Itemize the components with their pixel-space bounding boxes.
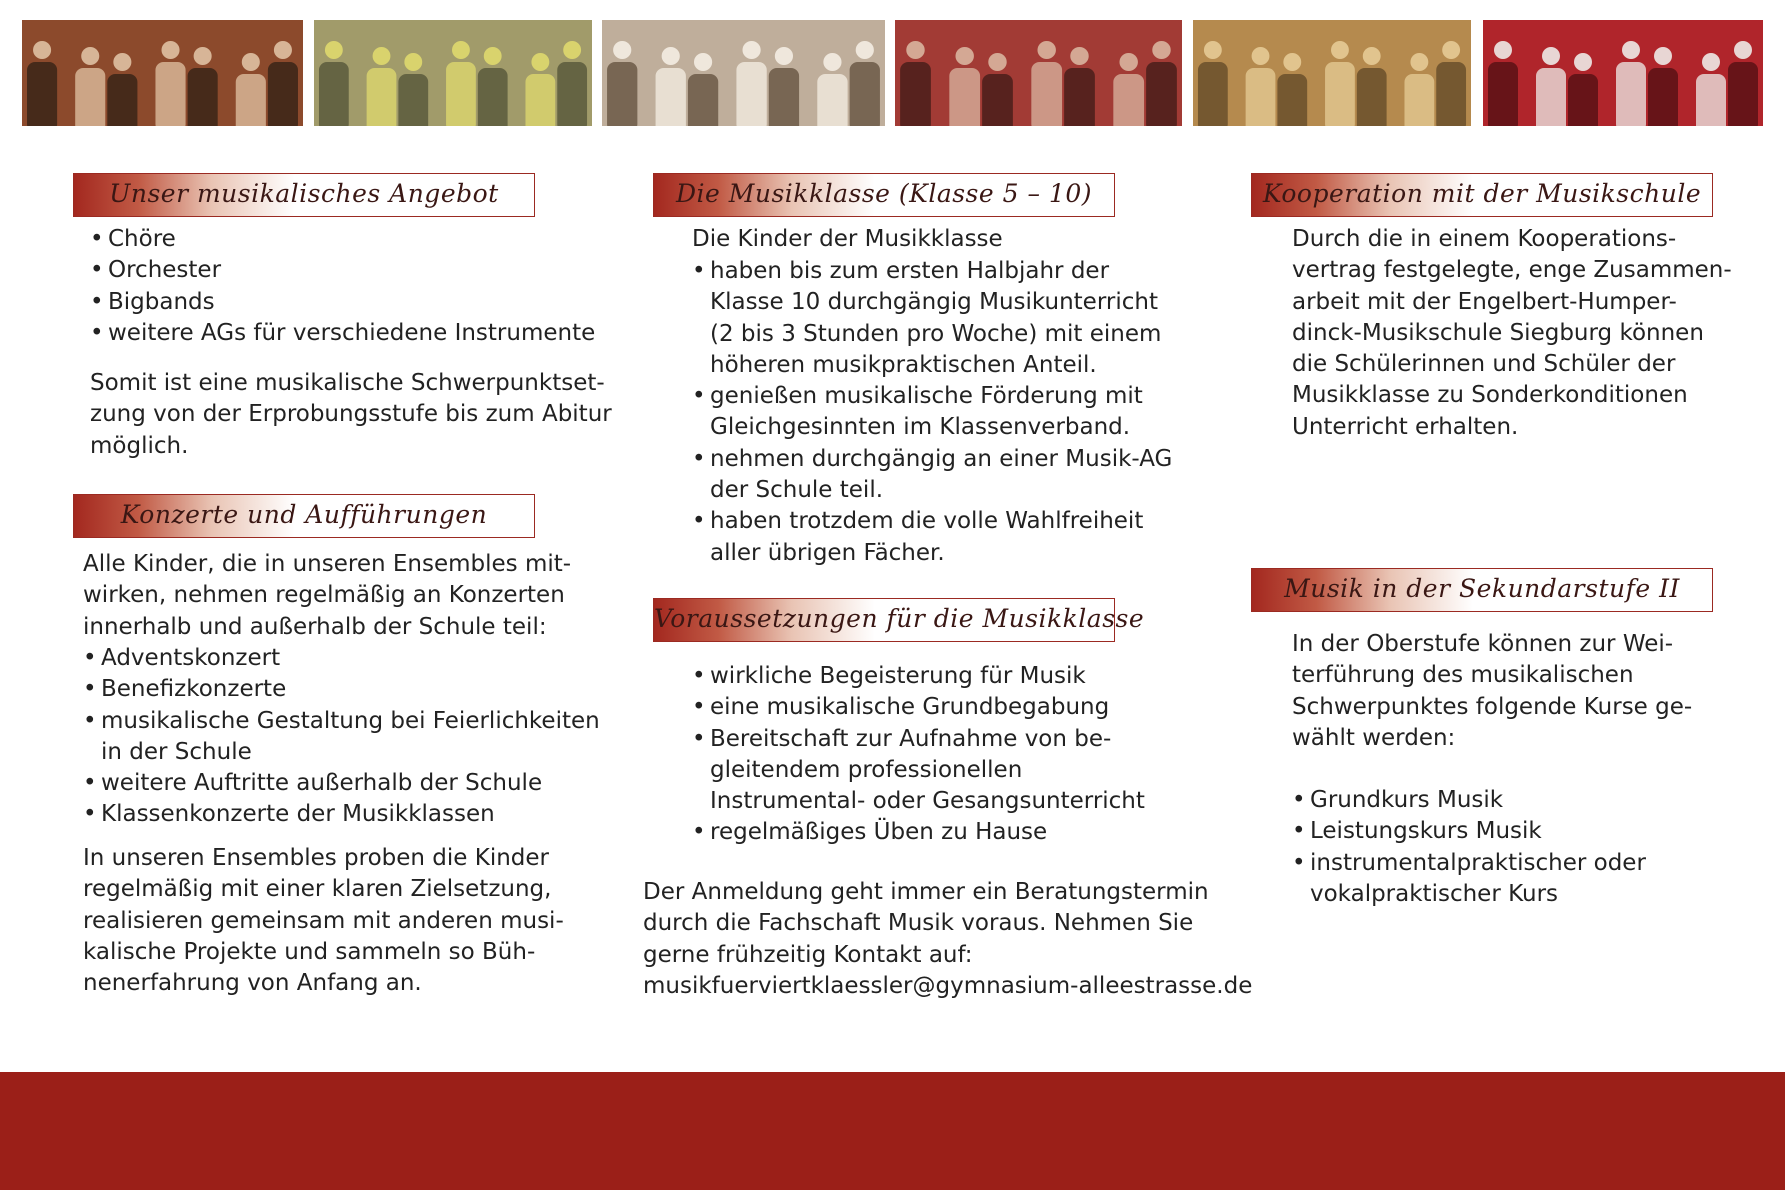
text-line: In unseren Ensembles proben die Kinder xyxy=(83,845,549,871)
heading-angebot-text: Unser musikalisches Angebot xyxy=(109,179,499,208)
footer-band xyxy=(0,1072,1785,1190)
person-head xyxy=(1410,53,1428,71)
list-item-line: Chöre xyxy=(108,226,176,252)
list-item-line: wirkliche Begeisterung für Musik xyxy=(710,663,1086,689)
heading-voraussetzungen xyxy=(653,598,1145,642)
text-line: dinck-Musikschule Siegburg können xyxy=(1292,319,1704,346)
text-line: durch die Fachschaft Musik voraus. Nehmen Sie xyxy=(643,910,1194,937)
person-head xyxy=(1037,41,1055,59)
list-item-line: Leistungskurs Musik xyxy=(1310,818,1542,845)
list-item xyxy=(90,318,595,349)
person-head xyxy=(1363,47,1381,65)
person-body xyxy=(446,62,476,126)
person-head xyxy=(242,53,260,71)
person-head xyxy=(906,41,924,59)
list-item xyxy=(692,724,1145,818)
list-item-line: weitere AGs für verschiedene Instrumente xyxy=(108,319,596,346)
voraussetzungen-list xyxy=(692,661,1145,849)
list-item-line: Instrumental- oder Gesangsunterricht xyxy=(710,788,1145,815)
text-line: terführung des musikalischen xyxy=(1292,662,1634,689)
text-line: regelmäßig mit einer klaren Zielsetzung, xyxy=(83,876,552,903)
musikklasse-intro xyxy=(692,224,1003,255)
person-body xyxy=(736,62,766,126)
person-body xyxy=(1357,68,1387,126)
list-item-line: gleitendem professionellen xyxy=(710,756,1023,783)
person-body xyxy=(900,62,931,126)
person-body xyxy=(75,68,105,126)
person-body xyxy=(1064,68,1095,126)
orchestra-violins-photo xyxy=(22,20,303,126)
list-item-line: (2 bis 3 Stunden pro Woche) mit einem xyxy=(710,320,1162,347)
person-head xyxy=(1654,47,1672,65)
saxophone-students-photo xyxy=(314,20,592,126)
person-head xyxy=(531,53,549,71)
list-item-line: vokalpraktischer Kurs xyxy=(1310,880,1559,907)
person-head xyxy=(1252,47,1270,65)
person-body xyxy=(525,74,555,126)
text-line: realisieren gemeinsam mit anderen musi- xyxy=(83,907,564,934)
list-item-line: Klassenkonzerte der Musikklassen xyxy=(101,801,495,828)
list-item-line: regelmäßiges Üben zu Hause xyxy=(710,819,1048,846)
list-item xyxy=(692,256,1172,381)
list-item-line: Bereitschaft zur Aufnahme von be- xyxy=(710,725,1112,752)
person-body xyxy=(1198,62,1228,126)
list-item-line: instrumentalpraktischer oder xyxy=(1310,849,1646,876)
angebot-text xyxy=(90,368,612,462)
list-item-line: Klasse 10 durchgängig Musikunterricht xyxy=(710,289,1158,316)
text-line: arbeit mit der Engelbert-Humper- xyxy=(1292,288,1677,315)
person-head xyxy=(81,47,99,65)
angebot-list xyxy=(90,224,595,349)
heading-voraussetzungen-text: Voraussetzungen für die Musikklasse xyxy=(654,604,1145,633)
person-body xyxy=(478,68,508,126)
band-students-photo xyxy=(1193,20,1471,126)
person-body xyxy=(982,74,1013,126)
person-body xyxy=(1031,62,1062,126)
text-line: Durch die in einem Kooperations- xyxy=(1292,226,1677,252)
person-body xyxy=(557,62,587,126)
musikklasse-intro-text: Die Kinder der Musikklasse xyxy=(692,226,1003,252)
list-item xyxy=(83,643,600,674)
list-item xyxy=(83,706,600,769)
list-item xyxy=(90,287,595,318)
kooperation-text xyxy=(1292,224,1732,443)
person-head xyxy=(1494,41,1512,59)
person-head xyxy=(161,41,179,59)
person-body xyxy=(27,62,57,126)
person-head xyxy=(1442,41,1460,59)
person-body xyxy=(949,68,980,126)
person-body xyxy=(107,74,137,126)
person-head xyxy=(1152,41,1170,59)
list-item xyxy=(90,255,595,286)
person-body xyxy=(769,68,799,126)
person-head xyxy=(613,41,631,59)
list-item-line: genießen musikalische Förderung mit xyxy=(710,383,1143,410)
list-item-line: weitere Auftritte außerhalb der Schule xyxy=(101,770,543,797)
list-item-line: höheren musikpraktischen Anteil. xyxy=(710,351,1097,378)
list-item xyxy=(90,224,595,255)
list-item-line: Adventskonzert xyxy=(101,645,281,671)
list-item xyxy=(1292,785,1646,816)
list-item-line: Benefizkonzerte xyxy=(101,676,287,703)
heading-konzerte-text: Konzerte und Aufführungen xyxy=(120,500,488,529)
person-body xyxy=(1728,62,1758,126)
text-line: Schwerpunktes folgende Kurse ge- xyxy=(1292,693,1693,720)
person-head xyxy=(1542,47,1560,65)
heading-kooperation-text: Kooperation mit der Musikschule xyxy=(1262,179,1702,208)
list-item xyxy=(83,768,600,799)
text-line: kalische Projekte und sammeln so Büh- xyxy=(83,938,536,965)
person-body xyxy=(1648,68,1678,126)
person-body xyxy=(1113,74,1144,126)
list-item-line: musikalische Gestaltung bei Feierlichkeiten xyxy=(101,707,600,734)
person-body xyxy=(188,68,218,126)
person-body xyxy=(155,62,185,126)
person-body xyxy=(688,74,718,126)
list-item xyxy=(692,661,1145,692)
list-item-line: in der Schule xyxy=(101,738,252,765)
person-head xyxy=(742,41,760,59)
person-body xyxy=(1277,74,1307,126)
konzerte-text xyxy=(83,843,564,999)
person-head xyxy=(33,41,51,59)
person-body xyxy=(656,68,686,126)
person-head xyxy=(856,41,874,59)
person-head xyxy=(988,53,1006,71)
text-line: Der Anmeldung geht immer ein Beratungstermin xyxy=(643,879,1209,905)
choir-stage-photo-graphic xyxy=(1483,20,1763,126)
person-head xyxy=(452,41,470,59)
orchestra-violins-photo-graphic xyxy=(22,20,303,126)
person-head xyxy=(1702,53,1720,71)
konzerte-list xyxy=(83,643,600,831)
text-line: zung von der Erprobungsstufe bis zum Abitur xyxy=(90,401,612,428)
list-item-line: aller übrigen Fächer. xyxy=(710,539,945,566)
text-line: Unterricht erhalten. xyxy=(1292,413,1519,440)
list-item-line: Gleichgesinnten im Klassenverband. xyxy=(710,414,1131,441)
person-head xyxy=(1070,47,1088,65)
person-body xyxy=(817,74,847,126)
heading-musikklasse xyxy=(653,173,1115,217)
person-head xyxy=(1119,53,1137,71)
person-head xyxy=(1734,41,1752,59)
sekundarstufe-list xyxy=(1292,785,1646,910)
photo-strip xyxy=(0,20,1785,126)
person-body xyxy=(1436,62,1466,126)
heading-musikklasse-text: Die Musikklasse (Klasse 5 – 10) xyxy=(675,179,1092,208)
band-students-photo-graphic xyxy=(1193,20,1471,126)
text-line: Alle Kinder, die in unseren Ensembles mit- xyxy=(83,551,572,577)
person-head xyxy=(694,53,712,71)
heading-angebot xyxy=(73,173,535,217)
person-body xyxy=(1488,62,1518,126)
list-item-line: haben trotzdem die volle Wahlfreiheit xyxy=(710,508,1144,535)
text-line: die Schülerinnen und Schüler der xyxy=(1292,351,1676,378)
list-item xyxy=(692,381,1172,444)
text-line: möglich. xyxy=(90,432,189,459)
list-item xyxy=(692,444,1172,507)
person-head xyxy=(563,41,581,59)
list-item xyxy=(83,674,600,705)
text-line: Somit ist eine musikalische Schwerpunktset- xyxy=(90,370,605,396)
list-item xyxy=(692,506,1172,569)
violin-class-photo-graphic xyxy=(895,20,1182,126)
konzerte-intro xyxy=(83,549,571,643)
person-body xyxy=(1536,68,1566,126)
person-body xyxy=(236,74,266,126)
text-line: innerhalb und außerhalb der Schule teil: xyxy=(83,613,547,640)
text-line: gerne frühzeitig Kontakt auf: xyxy=(643,941,973,968)
person-head xyxy=(404,53,422,71)
person-head xyxy=(484,47,502,65)
person-head xyxy=(662,47,680,65)
list-item-line: der Schule teil. xyxy=(710,477,884,504)
contact-email[interactable]: musikfuerviertklaessler@gymnasium-alleestrasse.de xyxy=(643,972,1253,999)
person-body xyxy=(398,74,428,126)
text-line: wählt werden: xyxy=(1292,724,1456,751)
person-head xyxy=(1574,53,1592,71)
person-head xyxy=(1331,41,1349,59)
list-item xyxy=(1292,816,1646,847)
person-head xyxy=(373,47,391,65)
piano-students-photo xyxy=(602,20,885,126)
person-body xyxy=(850,62,880,126)
person-head xyxy=(194,47,212,65)
person-body xyxy=(1616,62,1646,126)
text-line: wirken, nehmen regelmäßig an Konzerten xyxy=(83,582,565,609)
person-head xyxy=(274,41,292,59)
person-body xyxy=(1568,74,1598,126)
heading-sekundarstufe-text: Musik in der Sekundarstufe II xyxy=(1284,574,1680,603)
person-body xyxy=(367,68,397,126)
heading-kooperation xyxy=(1251,173,1713,217)
list-item-line: Bigbands xyxy=(108,288,215,315)
saxophone-students-photo-graphic xyxy=(314,20,592,126)
person-head xyxy=(775,47,793,65)
list-item xyxy=(1292,848,1646,911)
list-item xyxy=(692,692,1145,723)
person-body xyxy=(1325,62,1355,126)
piano-students-photo-graphic xyxy=(602,20,885,126)
text-line: nenerfahrung von Anfang an. xyxy=(83,970,422,997)
list-item-line: Orchester xyxy=(108,257,222,284)
person-head xyxy=(1283,53,1301,71)
person-body xyxy=(1404,74,1434,126)
musikklasse-list xyxy=(692,256,1172,569)
text-line: In der Oberstufe können zur Wei- xyxy=(1292,631,1674,657)
person-head xyxy=(1622,41,1640,59)
violin-class-photo xyxy=(895,20,1182,126)
person-body xyxy=(268,62,298,126)
anmeldung-text xyxy=(643,877,1252,1002)
person-head xyxy=(955,47,973,65)
sekundarstufe-text xyxy=(1292,629,1692,754)
person-head xyxy=(325,41,343,59)
person-body xyxy=(1246,68,1276,126)
list-item xyxy=(83,799,600,830)
heading-sekundarstufe xyxy=(1251,568,1713,612)
person-head xyxy=(113,53,131,71)
list-item-line: eine musikalische Grundbegabung xyxy=(710,694,1110,721)
choir-stage-photo xyxy=(1483,20,1763,126)
text-line: vertrag festgelegte, enge Zusammen- xyxy=(1292,257,1732,284)
list-item-line: nehmen durchgängig an einer Musik-AG xyxy=(710,445,1173,472)
list-item xyxy=(692,817,1145,848)
person-head xyxy=(823,53,841,71)
text-line: Musikklasse zu Sonderkonditionen xyxy=(1292,382,1688,409)
person-body xyxy=(1146,62,1177,126)
person-body xyxy=(1696,74,1726,126)
heading-konzerte xyxy=(73,494,535,538)
list-item-line: Grundkurs Musik xyxy=(1310,787,1504,813)
person-body xyxy=(319,62,349,126)
person-body xyxy=(607,62,637,126)
person-head xyxy=(1204,41,1222,59)
list-item-line: haben bis zum ersten Halbjahr der xyxy=(710,258,1110,284)
